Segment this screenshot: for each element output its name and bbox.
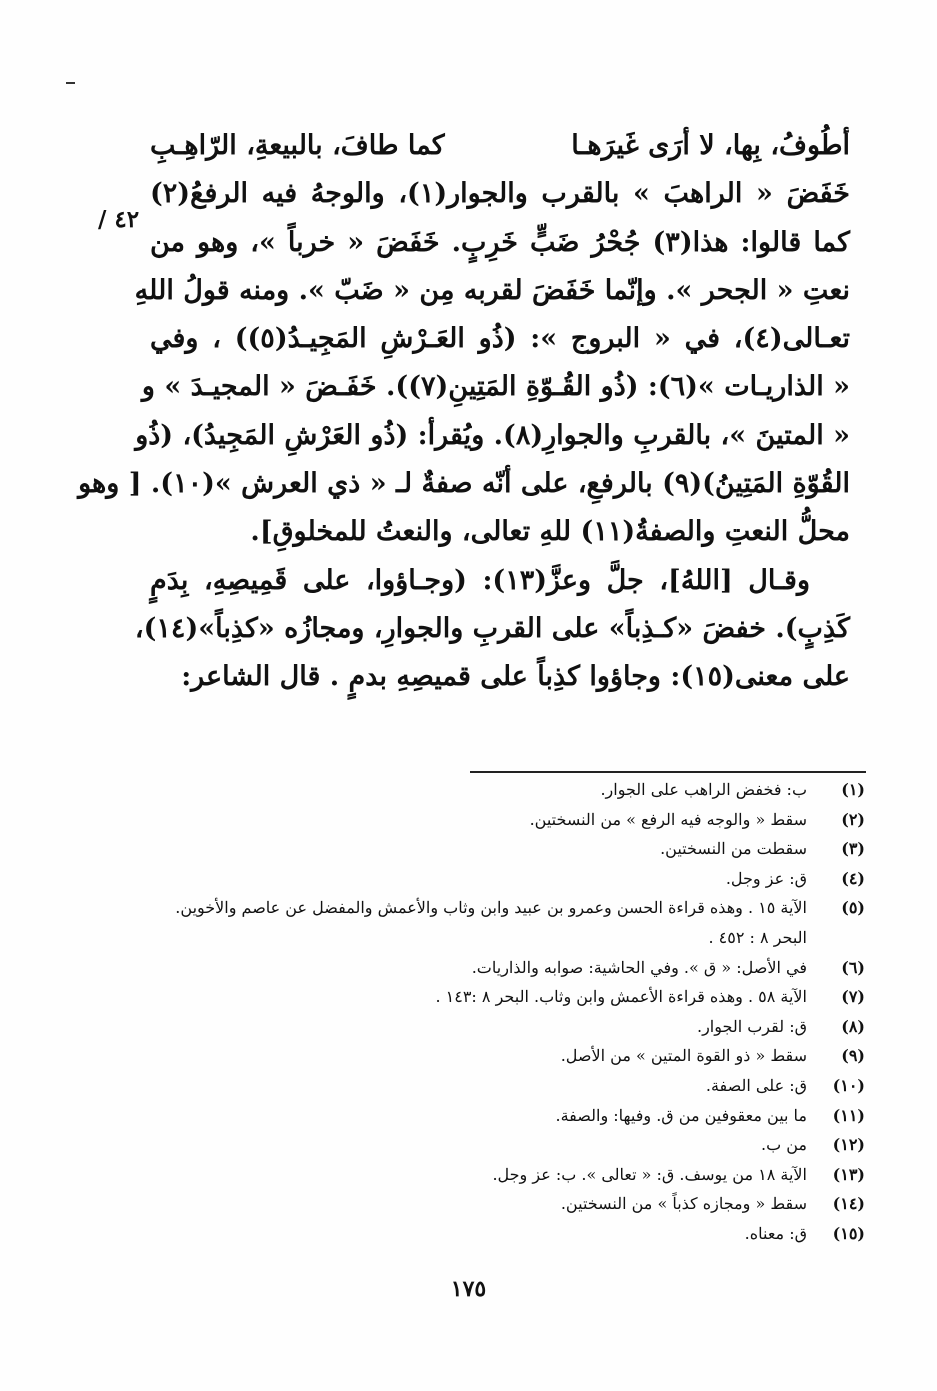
text-line: محلُّ النعتِ والصفةُ(١١) للهِ تعالى، والنعتُ للمخلوقِ].	[250, 516, 850, 548]
footnote	[160, 1189, 865, 1219]
text-line: خَفَضَ « الراهبَ » بالقرب والجوار(١)، والوجهُ فيه الرفعُ(٢)	[150, 178, 851, 210]
footnote-text: سقطت من النسختين.	[660, 839, 807, 859]
text-line: « المتينَ »، بالقربِ والجوارِ(٨). ويُقرأ: (ذُو العَرْشِ المَجِيدُ)، (ذُو	[135, 419, 850, 451]
margin-reference: ٤٢ /	[98, 206, 140, 233]
footnote-text: ق: لقرب الجوار.	[696, 1016, 807, 1036]
footnote-number: (١١)	[832, 1105, 865, 1125]
footnote-text: الآية ١٨ من يوسف. ق: « تعالى ». ب: عز وجل.	[492, 1164, 807, 1184]
footnote	[160, 834, 865, 864]
footnote	[160, 1130, 865, 1160]
footnote-number: (٢)	[841, 809, 865, 829]
footnote-number: (١)	[841, 780, 865, 799]
text-line: القُوّةِ المَتِينُ)(٩) بالرفعِ، على أنّه صفةٌ لـ « ذي العرش »(١٠). [ وهو	[78, 468, 850, 500]
footnotes	[160, 775, 865, 1249]
margin-mark	[66, 82, 75, 84]
footnote-text: الآية ٥٨ . وهذه قراءة الأعمش وابن وثاب. البحر ٨ :١٤٣ .	[435, 987, 807, 1007]
footnote	[160, 1160, 865, 1190]
verse-hemistich-left: كما طافَ، بالبيعةِ، الرّاهِـبِ	[150, 130, 445, 161]
page-number: ١٧٥	[450, 1276, 487, 1302]
verse-hemistich-right: أطُوفُ، بِها، لا أرَى غَيرَهـا	[571, 130, 850, 161]
footnote	[160, 982, 865, 1012]
footnote-number: (١٥)	[832, 1223, 865, 1243]
footnote	[160, 775, 865, 805]
footnote	[160, 1101, 865, 1131]
footnote-text: سقط « ومجازه كذباً » من النسختين.	[560, 1194, 807, 1214]
footnote	[160, 1041, 865, 1071]
footnote-number: (١٠)	[832, 1075, 865, 1095]
footnote-text: من ب.	[761, 1135, 807, 1155]
text-line: على معنى(١٥): وجاؤوا كذِباً على قميصِهِ بدمٍ . قال الشاعر:	[181, 661, 850, 693]
footnote-text: ب: فخفض الراهب على الجوار.	[600, 780, 807, 799]
footnote	[160, 953, 865, 983]
text-line: تعـالى(٤)، في « البروج »: (ذُو العَـرْشِ المَجِيـدُ(٥)) ، وفي	[150, 323, 850, 355]
footnote-text: سقط « ذو القوة المتين » من الأصل.	[560, 1046, 807, 1066]
footnote	[160, 864, 865, 894]
footnote	[160, 1071, 865, 1101]
footnote-number: (٧)	[841, 987, 865, 1007]
text-line: كما قالوا: هذا(٣) جُحْرُ ضَبٍّ خَرِبٍ. خَفَضَ « خرباً »، وهو من	[150, 226, 851, 258]
footnote-number: (٦)	[841, 957, 865, 977]
footnote	[160, 893, 865, 952]
footnote-number: (٤)	[841, 868, 865, 888]
footnote-text: في الأصل: « ق ». وفي الحاشية: صوابه والذاريات.	[471, 957, 807, 977]
footnote-text: ما بين معقوفين من ق. وفيها: والصفة.	[555, 1105, 807, 1125]
footnote-number: (٩)	[841, 1046, 865, 1066]
text-line: « الذاريـات »(٦): (ذُو القُـوّةِ المَتِينِ(٧)). خَفَـضَ « المجيـدَ » و	[141, 371, 850, 403]
footnote-text: ق: على الصفة.	[705, 1075, 807, 1095]
footnote-number: (٣)	[841, 839, 865, 859]
footnote-text: ق: معناه.	[744, 1223, 807, 1243]
footnote-number: (١٢)	[832, 1135, 865, 1155]
text-line: كَذِبٍ). خفضَ «كـذِباً» على القربِ والجوارِ، ومجازُه «كذِباً»(١٤)،	[134, 612, 850, 644]
footnote-number: (٥)	[841, 898, 865, 918]
text-line: وقـال [اللهُ]، جلَّ وعزَّ(١٣): (وجـاؤوا، على قَمِيصِهِ، بِدَمٍ	[150, 564, 811, 596]
footnote-number: (١٣)	[832, 1164, 865, 1184]
footnote-text: سقط « والوجه فيه الرفع » من النسختين.	[529, 809, 807, 829]
footnote-divider	[470, 771, 866, 773]
verse-line	[150, 122, 850, 170]
footnote	[160, 1012, 865, 1042]
footnote	[160, 1219, 865, 1249]
footnote	[160, 805, 865, 835]
text-line: نعتِ « الجحر ». وإنّما خَفَضَ لقربه مِن « ضَبّ ». ومنه قولُ اللهِ	[134, 274, 850, 306]
footnote-text: الآية ١٥ . وهذه قراءة الحسن وعمرو بن عبيد وابن وثاب والأعمش والمفضل عن عاصم والأخوين. البحر ٨ : ٤٥٢ .	[175, 898, 807, 947]
footnote-number: (١٤)	[832, 1194, 865, 1214]
footnote-text: ق: عز وجل.	[725, 868, 807, 888]
footnote-number: (٨)	[841, 1016, 865, 1036]
